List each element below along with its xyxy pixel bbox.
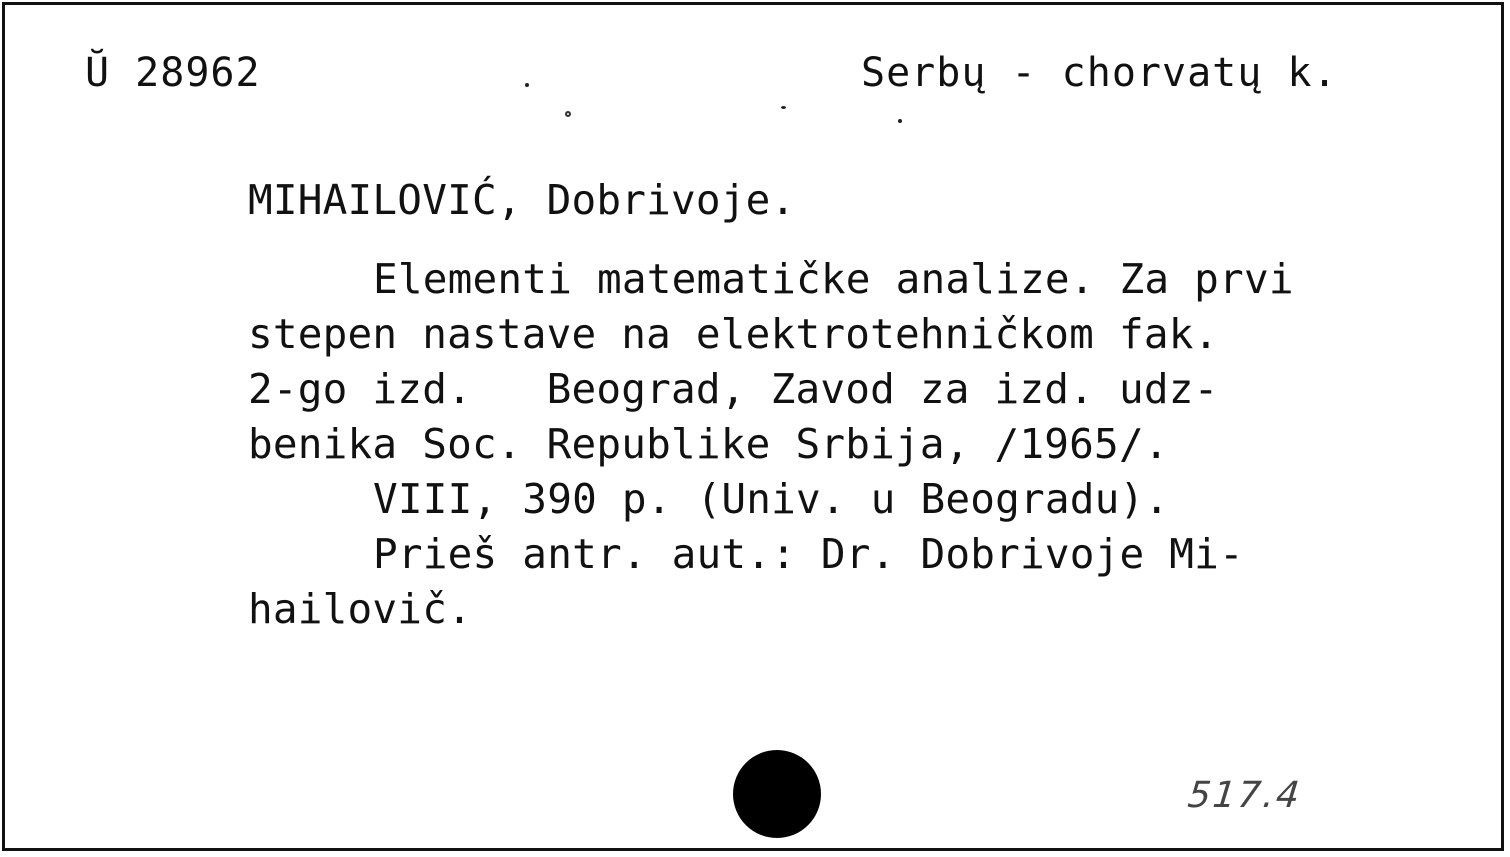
ink-speck	[781, 106, 786, 109]
title-line: Elementi matematičke analize. Za prvi	[373, 255, 1294, 303]
collation-line: VIII, 390 p. (Univ. u Beogradu).	[373, 475, 1170, 523]
ink-speck	[565, 111, 571, 117]
ink-speck	[525, 83, 529, 87]
note-line: Prieš antr. aut.: Dr. Dobrivoje Mi-	[373, 530, 1244, 578]
title-line: benika Soc. Republike Srbija, /1965/.	[248, 420, 1169, 468]
punch-hole	[733, 750, 821, 838]
author-heading: MIHAILOVIĆ, Dobrivoje.	[248, 176, 796, 224]
title-line: stepen nastave na elektrotehničkom fak.	[248, 310, 1219, 358]
catalog-card	[2, 2, 1504, 851]
note-line: hailovič.	[248, 585, 472, 633]
classification-number: 517.4	[1185, 775, 1304, 816]
catalog-entry	[248, 173, 1508, 637]
subject-heading: Serbų - chorvatų k.	[861, 50, 1338, 96]
ink-speck	[898, 119, 902, 123]
call-number: Ŭ 28962	[85, 50, 261, 96]
title-line: 2-go izd. Beograd, Zavod za izd. udz-	[248, 365, 1219, 413]
